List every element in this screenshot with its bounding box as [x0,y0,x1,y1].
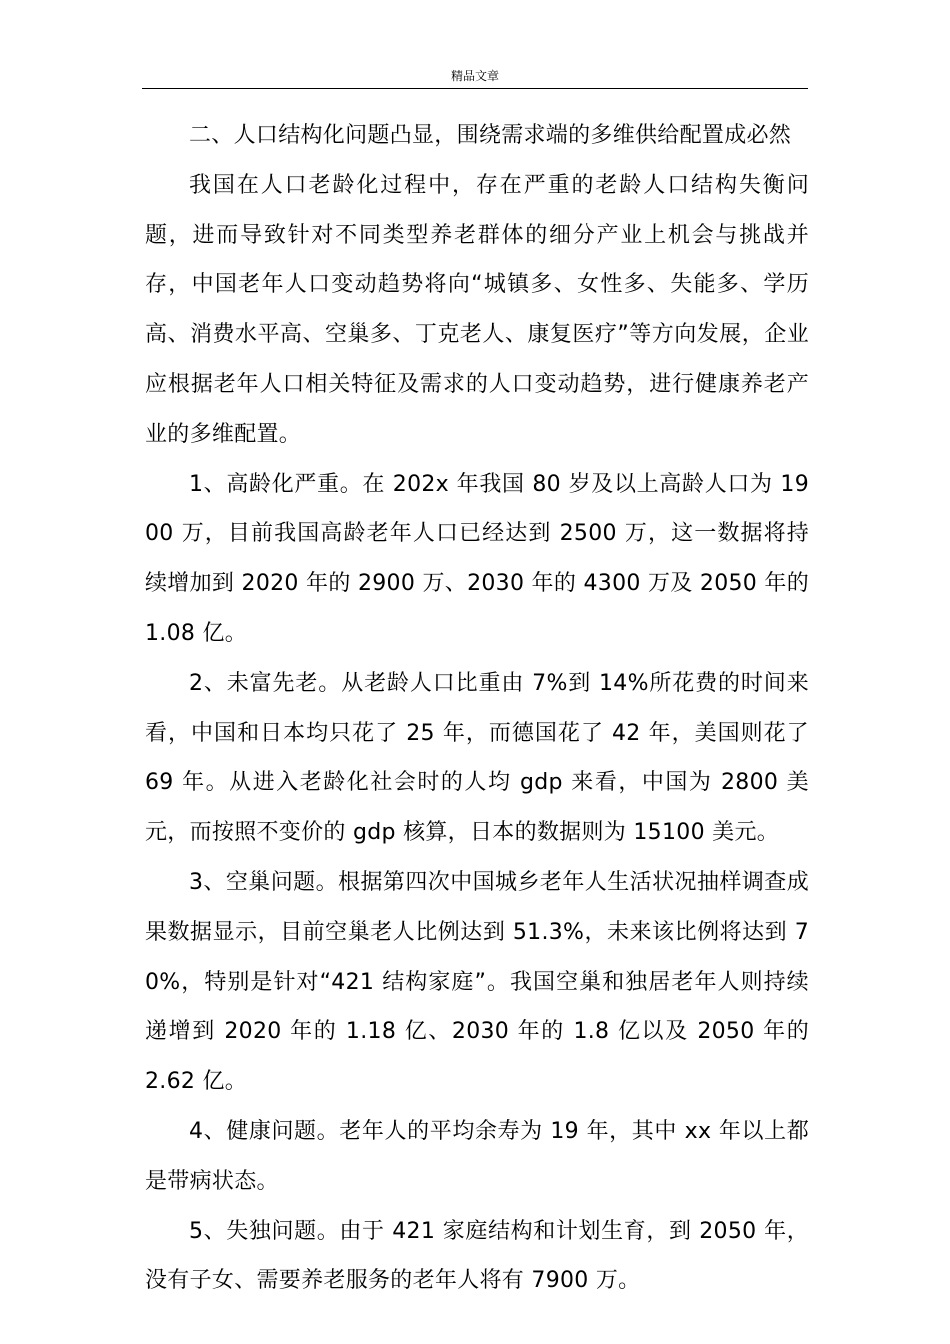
paragraph-item-1: 1、高龄化严重。在 202x 年我国 80 岁及以上高龄人口为 1900 万，目前我国高龄老年人口已经达到 2500 万，这一数据将持续增加到 2020 年的 2900 万、2030 年的 4300 万及 2050 年的 1.08 亿。 [145,471,809,646]
header-divider [142,88,808,89]
paragraph-item-3: 3、空巢问题。根据第四次中国城乡老年人生活状况抽样调查成果数据显示，目前空巢老人比例达到 51.3%，未来该比例将达到 70%，特别是针对“421 结构家庭”。我国空巢和独居老年人则持续递增到 2020 年的 1.18 亿、2030 年的 1.8 亿以及 2050 年的 2.62 亿。 [145,869,809,1095]
paragraph-item-2: 2、未富先老。从老龄人口比重由 7%到 14%所花费的时间来看，中国和日本均只花了 25 年，而德国花了 42 年，美国则花了 69 年。从进入老龄化社会时的人均 gdp 来看，中国为 2800 美元，而按照不变价的 gdp 核算，日本的数据则为 15100 美元。 [145,670,809,846]
section-heading: 二、人口结构化问题凸显，围绕需求端的多维供给配置成必然 [189,123,792,148]
paragraph-intro: 我国在人口老龄化过程中，存在严重的老龄人口结构失衡问题，进而导致针对不同类型养老群体的细分产业上机会与挑战并存，中国老年人口变动趋势将向“城镇多、女性多、失能多、学历高、消费水平高、空巢多、丁克老人、康复医疗”等方向发展，企业应根据老年人口相关特征及需求的人口变动趋势，进行健康养老产业的多维配置。 [145,172,809,447]
document-body [145,111,809,1306]
page-header: 精品文章 [450,69,499,83]
paragraph-item-5: 5、失独问题。由于 421 家庭结构和计划生育，到 2050 年，没有子女、需要养老服务的老年人将有 7900 万。 [145,1218,809,1294]
paragraph-item-4: 4、健康问题。老年人的平均余寿为 19 年，其中 xx 年以上都是带病状态。 [145,1118,809,1194]
